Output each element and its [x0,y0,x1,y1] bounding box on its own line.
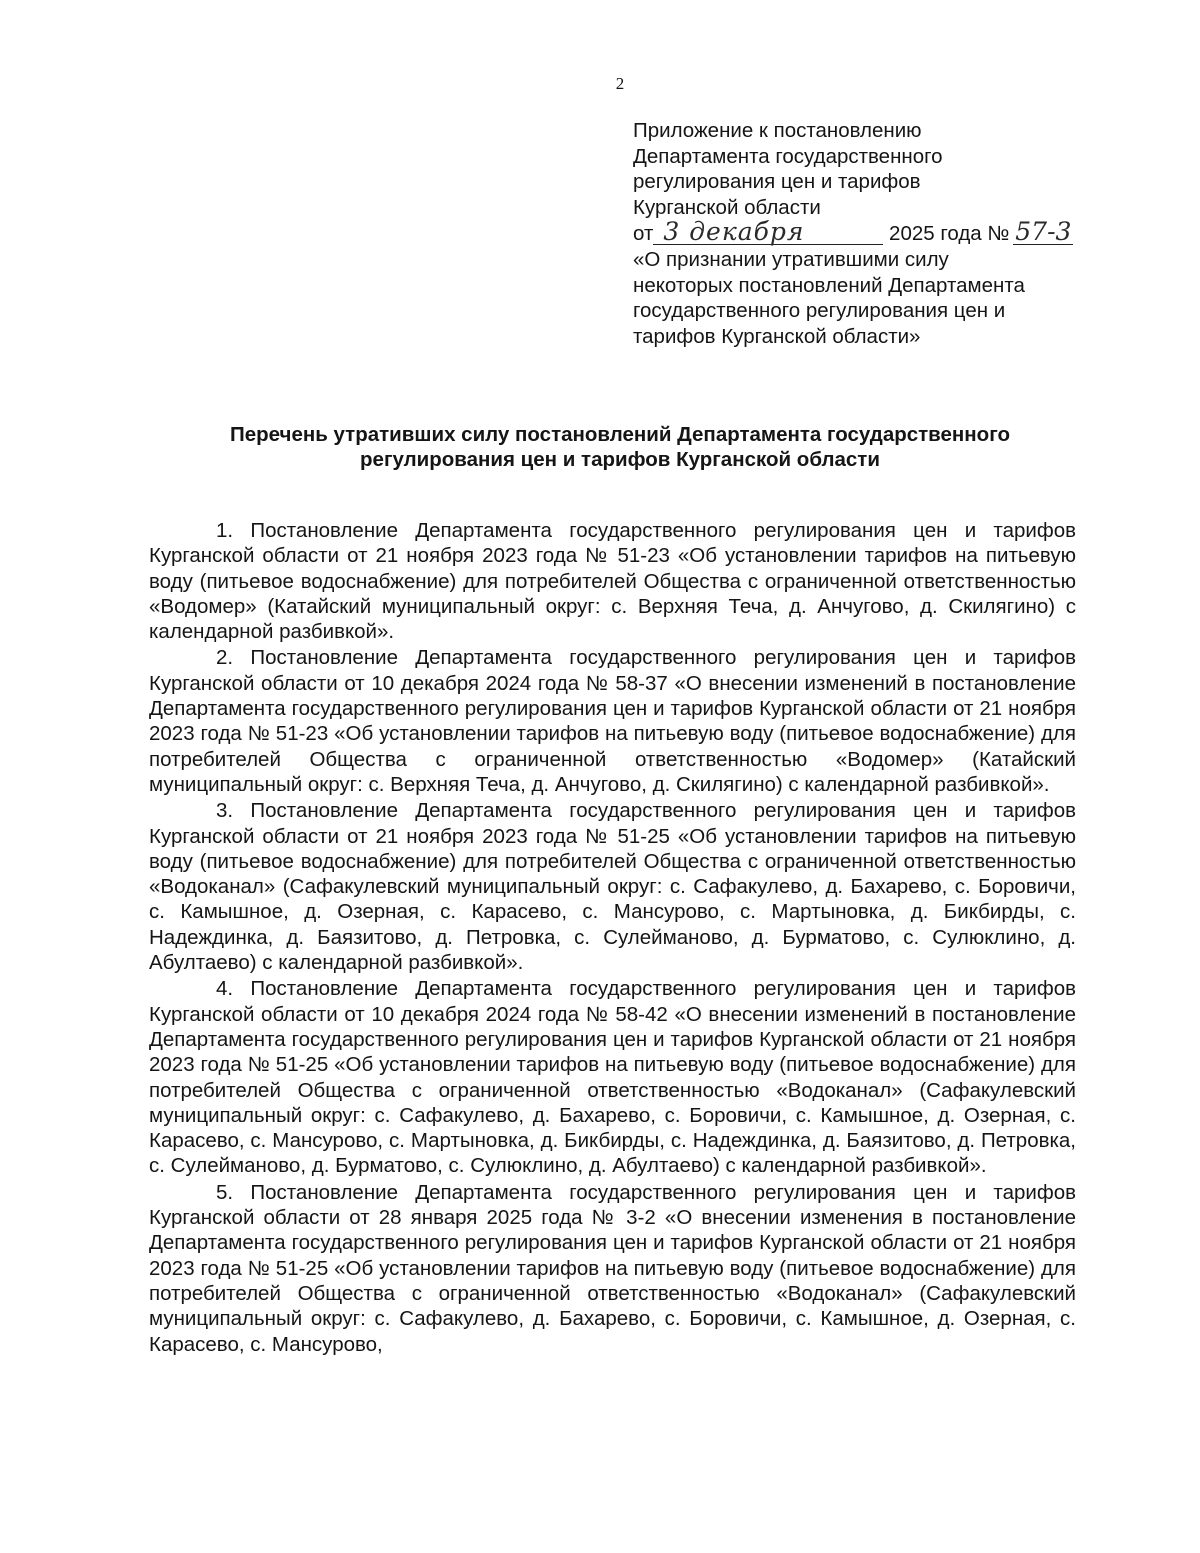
appendix-line-3: регулирования цен и тарифов [633,170,921,194]
appendix-line-7: некоторых постановлений Департамента [633,273,1025,297]
handwritten-number: 57-3 [1015,217,1072,247]
appendix-line-9: тарифов Курганской области» [633,324,921,348]
appendix-date-line [633,217,1103,247]
list-item: 5. Постановление Департамента государственного регулирования цен и тарифов Курганской области от 28 января 2025 года № 3-2 «О внесении изменения в постановление Департамента государственного регулирования цен и тарифов Курганской области от 21 ноября 2023 года № 51-25 «Об установлении тарифов на питьевую воду (питьевое водоснабжение) для потребителей Общества с ограниченной ответственностью «Водоканал» (Сафакулевский муниципальный округ: с. Сафакулево, д. Бахарево, с. Боровичи, с. Камышное, д. Озерная, с. Карасево, с. Мансурово, [149,1180,1076,1356]
date-prefix: от [633,222,654,246]
appendix-line-2: Департамента государственного [633,144,943,168]
appendix-header [633,118,1103,349]
page-number: 2 [615,74,625,93]
appendix-line-4: Курганской области [633,195,821,219]
title-line-1: Перечень утративших силу постановлений Департамента государственного [230,423,1010,446]
appendix-line-1: Приложение к постановлению [633,119,922,142]
appendix-line-6: «О признании утратившими силу [633,247,949,271]
date-suffix: 2025 года № [889,222,1010,246]
list-item: 4. Постановление Департамента государственного регулирования цен и тарифов Курганской области от 10 декабря 2024 года № 58-42 «О внесении изменений в постановление Департамента государственного регулирования цен и тарифов Курганской области от 21 ноября 2023 года № 51-25 «Об установлении тарифов на питьевую воду (питьевое водоснабжение) для потребителей Общества с ограниченной ответственностью «Водоканал» (Сафакулевский муниципальный округ: с. Сафакулево, д. Бахарево, с. Боровичи, с. Камышное, д. Озерная, с. Карасево, с. Мансурово, с. Мартыновка, д. Бикбирды, с. Надеждинка, д. Баязитово, д. Петровка, с. Сулейманово, д. Бурматово, с. Сулюклино, д. Абултаево) с календарной разбивкой». [149,977,1076,1178]
appendix-line-8: государственного регулирования цен и [633,299,1006,323]
list-item: 2. Постановление Департамента государственного регулирования цен и тарифов Курганской области от 10 декабря 2024 года № 58-37 «О внесении изменений в постановление Департамента государственного регулирования цен и тарифов Курганской области от 21 ноября 2023 года № 51-23 «Об установлении тарифов на питьевую воду (питьевое водоснабжение) для потребителей Общества с ограниченной ответственностью «Водомер» (Катайский муниципальный округ: с. Верхняя Теча, д. Анчугово, д. Скилягино) с календарной разбивкой». [149,646,1076,796]
list-item: 3. Постановление Департамента государственного регулирования цен и тарифов Курганской области от 21 ноября 2023 года № 51-25 «Об установлении тарифов на питьевую воду (питьевое водоснабжение) для потребителей Общества с ограниченной ответственностью «Водоканал» (Сафакулевский муниципальный округ: с. Сафакулево, д. Бахарево, с. Боровичи, с. Камышное, д. Озерная, с. Карасево, с. Мансурово, с. Мартыновка, д. Бикбирды, с. Надеждинка, д. Баязитово, д. Петровка, с. Сулейманово, д. Бурматово, с. Сулюклино, д. Абултаево) с календарной разбивкой». [149,799,1076,975]
title-line-2: регулирования цен и тарифов Курганской области [360,448,880,471]
list-item: 1. Постановление Департамента государственного регулирования цен и тарифов Курганской области от 21 ноября 2023 года № 51-23 «Об установлении тарифов на питьевую воду (питьевое водоснабжение) для потребителей Общества с ограниченной ответственностью «Водомер» (Катайский муниципальный округ: с. Верхняя Теча, д. Анчугово, д. Скилягино) с календарной разбивкой». [149,519,1076,644]
document-title [150,422,1090,472]
resolution-list [149,518,1076,1358]
handwritten-date: 3 декабря [653,220,883,245]
